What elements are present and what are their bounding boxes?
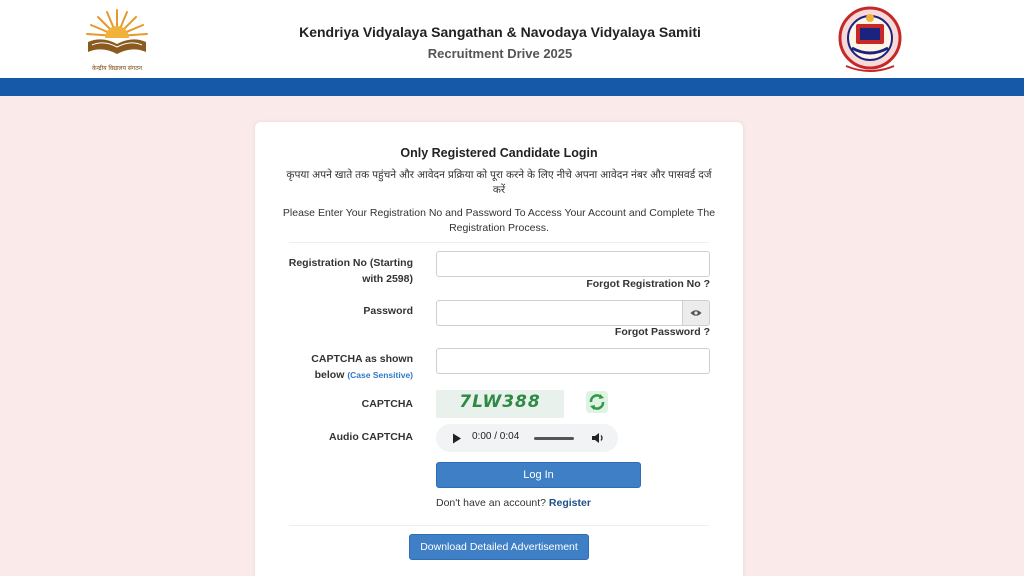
case-sensitive-note: (Case Sensitive) [347, 370, 413, 380]
instruction-hindi: कृपया अपने खाते तक पहुंचने और आवेदन प्रक्रिया को पूरा करने के लिए नीचे अपना आवेदन नंबर और पासवर्ड दर्ज करें [286, 169, 712, 196]
register-link[interactable]: Register [548, 497, 591, 509]
captcha-text: 7LW388 [459, 392, 541, 412]
play-icon[interactable] [452, 433, 462, 444]
page-subtitle: Recruitment Drive 2025 [427, 46, 573, 61]
captcha-input-label-text: CAPTCHA as shown below [311, 353, 413, 381]
captcha-image [436, 390, 564, 418]
eye-icon [690, 309, 702, 317]
registration-label: Registration No (Starting with 2598) [288, 257, 413, 285]
captcha-input-label [281, 351, 413, 383]
kvs-logo-caption: केन्द्रीय विद्यालय संगठन [91, 66, 143, 72]
password-label: Password [363, 305, 413, 317]
audio-captcha-label: Audio CAPTCHA [329, 431, 413, 443]
refresh-icon [585, 390, 609, 414]
nvs-logo [832, 4, 908, 76]
kvs-logo [74, 6, 160, 74]
forgot-registration-link[interactable]: Forgot Registration No ? [586, 278, 710, 290]
registration-input[interactable] [436, 251, 710, 277]
nvs-emblem-icon [832, 4, 908, 76]
no-account-text: Don't have an account? [436, 497, 546, 509]
login-title: Only Registered Candidate Login [400, 146, 598, 160]
header-accent-bar [0, 78, 1024, 96]
forgot-password-link[interactable]: Forgot Password ? [614, 326, 710, 338]
login-card [255, 122, 743, 576]
sunrise-book-icon [74, 6, 160, 64]
register-prompt [436, 497, 591, 509]
refresh-captcha-button[interactable] [585, 390, 609, 414]
login-button[interactable]: Log In [436, 462, 641, 488]
volume-icon[interactable] [591, 432, 605, 444]
captcha-label: CAPTCHA [361, 398, 413, 410]
page-header [0, 0, 1024, 78]
show-password-button[interactable] [682, 300, 710, 326]
audio-time: 0:00 / 0:04 [472, 431, 520, 442]
instruction-english: Please Enter Your Registration No and Password To Access Your Account and Complete The Registration Process. [282, 207, 716, 234]
audio-captcha-player[interactable] [436, 424, 618, 452]
password-input[interactable] [436, 300, 683, 326]
captcha-input[interactable] [436, 348, 710, 374]
divider [289, 242, 709, 243]
audio-progress-track[interactable] [534, 437, 574, 440]
divider [289, 525, 709, 526]
page-title: Kendriya Vidyalaya Sangathan & Navodaya Vidyalaya Samiti [299, 24, 701, 40]
download-advertisement-button[interactable]: Download Detailed Advertisement [409, 534, 589, 560]
